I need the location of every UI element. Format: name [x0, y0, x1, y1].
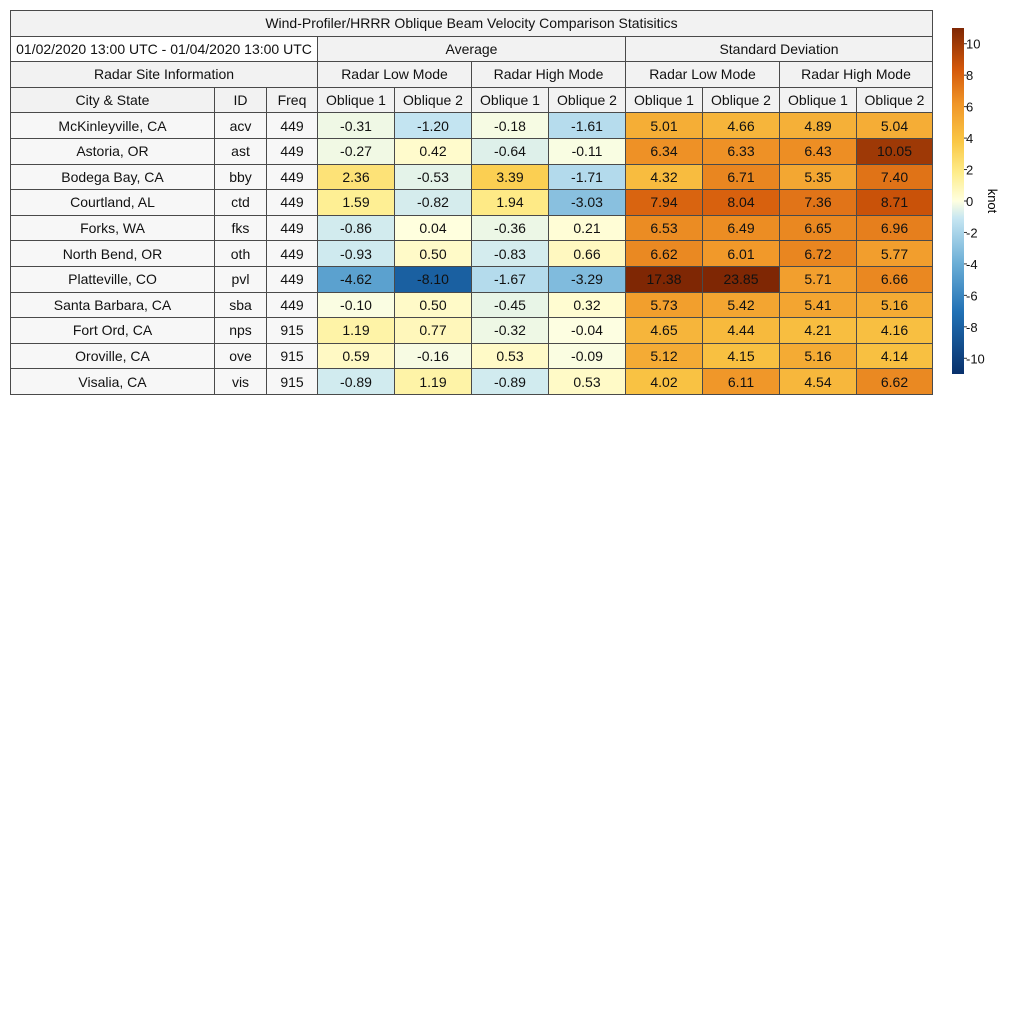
value-cell: -3.03	[549, 190, 626, 216]
value-cell: -0.93	[318, 241, 395, 267]
colorbar-tick-label: -6	[966, 288, 978, 304]
value-cell: 0.04	[395, 215, 472, 241]
value-cell: 7.94	[626, 190, 703, 216]
col-header-oblique-1: Oblique 1	[318, 87, 395, 113]
value-cell: -0.36	[472, 215, 549, 241]
value-cell: -0.10	[318, 292, 395, 318]
value-cell: 5.71	[780, 266, 857, 292]
colorbar-tick-label: 0	[966, 194, 974, 209]
site-freq: 449	[267, 241, 318, 267]
value-cell: 0.50	[395, 241, 472, 267]
site-city: Bodega Bay, CA	[11, 164, 215, 190]
colorbar-tick-label: -4	[966, 256, 978, 272]
value-cell: -0.89	[472, 369, 549, 395]
site-city: Fort Ord, CA	[11, 318, 215, 344]
site-freq: 449	[267, 190, 318, 216]
value-cell: 4.66	[703, 113, 780, 139]
site-freq: 449	[267, 138, 318, 164]
site-city: Courtland, AL	[11, 190, 215, 216]
std-low-mode-header: Radar Low Mode	[626, 62, 780, 88]
value-cell: 5.01	[626, 113, 703, 139]
col-header-oblique-2: Oblique 2	[395, 87, 472, 113]
avg-high-mode-header: Radar High Mode	[472, 62, 626, 88]
col-header-city: City & State	[11, 87, 215, 113]
site-freq: 449	[267, 164, 318, 190]
value-cell: 5.77	[857, 241, 933, 267]
value-cell: 1.59	[318, 190, 395, 216]
value-cell: 6.34	[626, 138, 703, 164]
value-cell: 6.49	[703, 215, 780, 241]
value-cell: -1.67	[472, 266, 549, 292]
value-cell: -0.27	[318, 138, 395, 164]
site-city: Astoria, OR	[11, 138, 215, 164]
site-city: McKinleyville, CA	[11, 113, 215, 139]
value-cell: 6.96	[857, 215, 933, 241]
site-freq: 449	[267, 266, 318, 292]
colorbar-tick-label: -2	[966, 225, 978, 241]
value-cell: 5.16	[857, 292, 933, 318]
colorbar-tick-label: 2	[966, 162, 974, 178]
value-cell: 5.12	[626, 343, 703, 369]
colorbar	[940, 20, 1024, 390]
value-cell: -0.32	[472, 318, 549, 344]
value-cell: -1.71	[549, 164, 626, 190]
value-cell: -3.29	[549, 266, 626, 292]
colorbar-tick-label: 6	[966, 99, 974, 115]
table-row	[11, 241, 933, 267]
col-header-id: ID	[215, 87, 267, 113]
value-cell: -0.16	[395, 343, 472, 369]
value-cell: 6.62	[857, 369, 933, 395]
site-city: Oroville, CA	[11, 343, 215, 369]
table-row	[11, 164, 933, 190]
value-cell: -0.89	[318, 369, 395, 395]
value-cell: 1.19	[395, 369, 472, 395]
table-title: Wind-Profiler/HRRR Oblique Beam Velocity Comparison Statisitics	[11, 11, 933, 37]
value-cell: -0.45	[472, 292, 549, 318]
value-cell: 6.33	[703, 138, 780, 164]
site-id: ctd	[215, 190, 267, 216]
table-row	[11, 113, 933, 139]
avg-low-mode-header: Radar Low Mode	[318, 62, 472, 88]
group-header-average: Average	[318, 36, 626, 62]
table-row	[11, 292, 933, 318]
value-cell: 4.16	[857, 318, 933, 344]
value-cell: 4.89	[780, 113, 857, 139]
value-cell: 23.85	[703, 266, 780, 292]
table-row	[11, 343, 933, 369]
value-cell: 5.41	[780, 292, 857, 318]
value-cell: 5.42	[703, 292, 780, 318]
value-cell: 7.36	[780, 190, 857, 216]
stats-table	[10, 10, 933, 395]
value-cell: 8.71	[857, 190, 933, 216]
site-id: fks	[215, 215, 267, 241]
value-cell: 3.39	[472, 164, 549, 190]
site-info-header: Radar Site Information	[11, 62, 318, 88]
colorbar-label: knot	[985, 188, 1000, 214]
value-cell: 6.43	[780, 138, 857, 164]
value-cell: 4.32	[626, 164, 703, 190]
value-cell: 4.14	[857, 343, 933, 369]
value-cell: 5.73	[626, 292, 703, 318]
value-cell: -0.64	[472, 138, 549, 164]
value-cell: -0.09	[549, 343, 626, 369]
value-cell: -0.83	[472, 241, 549, 267]
site-id: acv	[215, 113, 267, 139]
site-id: oth	[215, 241, 267, 267]
value-cell: 0.53	[549, 369, 626, 395]
table-row	[11, 318, 933, 344]
value-cell: 0.66	[549, 241, 626, 267]
value-cell: 0.32	[549, 292, 626, 318]
value-cell: 4.02	[626, 369, 703, 395]
value-cell: 6.62	[626, 241, 703, 267]
value-cell: 4.15	[703, 343, 780, 369]
date-range: 01/02/2020 13:00 UTC - 01/04/2020 13:00 UTC	[11, 36, 318, 62]
col-header-oblique-2: Oblique 2	[857, 87, 933, 113]
col-header-oblique-2: Oblique 2	[549, 87, 626, 113]
site-city: Visalia, CA	[11, 369, 215, 395]
value-cell: 0.42	[395, 138, 472, 164]
value-cell: 4.44	[703, 318, 780, 344]
value-cell: 4.54	[780, 369, 857, 395]
colorbar-tick-label: 8	[966, 68, 974, 84]
value-cell: -0.31	[318, 113, 395, 139]
table-row	[11, 266, 933, 292]
value-cell: 8.04	[703, 190, 780, 216]
value-cell: 0.53	[472, 343, 549, 369]
value-cell: 10.05	[857, 138, 933, 164]
colorbar-tick-label: -8	[966, 319, 978, 335]
colorbar-tick-label: 4	[966, 131, 974, 147]
table-row	[11, 190, 933, 216]
site-freq: 449	[267, 113, 318, 139]
site-freq: 449	[267, 215, 318, 241]
col-header-oblique-1: Oblique 1	[780, 87, 857, 113]
value-cell: 4.21	[780, 318, 857, 344]
value-cell: 0.21	[549, 215, 626, 241]
site-id: pvl	[215, 266, 267, 292]
value-cell: 17.38	[626, 266, 703, 292]
value-cell: -1.20	[395, 113, 472, 139]
table-row	[11, 215, 933, 241]
value-cell: -1.61	[549, 113, 626, 139]
table-row	[11, 369, 933, 395]
site-city: North Bend, OR	[11, 241, 215, 267]
value-cell: -0.04	[549, 318, 626, 344]
value-cell: 6.01	[703, 241, 780, 267]
col-header-oblique-1: Oblique 1	[472, 87, 549, 113]
site-id: nps	[215, 318, 267, 344]
site-id: ast	[215, 138, 267, 164]
value-cell: 6.65	[780, 215, 857, 241]
value-cell: 5.35	[780, 164, 857, 190]
colorbar-tick-label: 10	[966, 36, 981, 52]
site-freq: 915	[267, 343, 318, 369]
std-high-mode-header: Radar High Mode	[780, 62, 933, 88]
col-header-freq: Freq	[267, 87, 318, 113]
value-cell: 2.36	[318, 164, 395, 190]
value-cell: 5.16	[780, 343, 857, 369]
group-header-std: Standard Deviation	[626, 36, 933, 62]
value-cell: -0.53	[395, 164, 472, 190]
value-cell: -0.82	[395, 190, 472, 216]
site-id: bby	[215, 164, 267, 190]
value-cell: -0.18	[472, 113, 549, 139]
site-city: Forks, WA	[11, 215, 215, 241]
value-cell: 0.59	[318, 343, 395, 369]
col-header-oblique-1: Oblique 1	[626, 87, 703, 113]
table-row	[11, 138, 933, 164]
value-cell: -4.62	[318, 266, 395, 292]
value-cell: 4.65	[626, 318, 703, 344]
value-cell: 5.04	[857, 113, 933, 139]
value-cell: 6.11	[703, 369, 780, 395]
site-id: ove	[215, 343, 267, 369]
site-freq: 449	[267, 292, 318, 318]
value-cell: 6.66	[857, 266, 933, 292]
table-body	[11, 113, 933, 395]
value-cell: 0.77	[395, 318, 472, 344]
value-cell: -0.86	[318, 215, 395, 241]
value-cell: 7.40	[857, 164, 933, 190]
site-id: sba	[215, 292, 267, 318]
value-cell: -8.10	[395, 266, 472, 292]
site-city: Santa Barbara, CA	[11, 292, 215, 318]
site-id: vis	[215, 369, 267, 395]
col-header-oblique-2: Oblique 2	[703, 87, 780, 113]
value-cell: 1.94	[472, 190, 549, 216]
site-city: Platteville, CO	[11, 266, 215, 292]
colorbar-gradient	[952, 28, 964, 374]
site-freq: 915	[267, 318, 318, 344]
value-cell: 6.53	[626, 215, 703, 241]
site-freq: 915	[267, 369, 318, 395]
value-cell: 6.71	[703, 164, 780, 190]
value-cell: -0.11	[549, 138, 626, 164]
value-cell: 1.19	[318, 318, 395, 344]
value-cell: 0.50	[395, 292, 472, 318]
colorbar-tick-label: -10	[966, 351, 985, 367]
value-cell: 6.72	[780, 241, 857, 267]
